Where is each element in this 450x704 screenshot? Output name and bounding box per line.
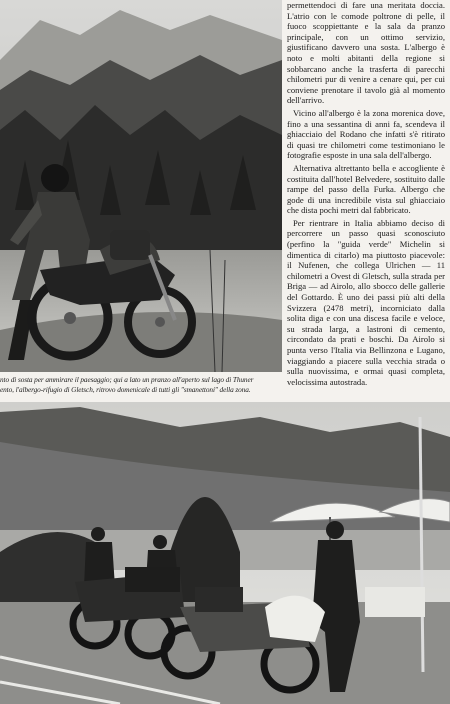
article-paragraph: Per rientrare in Italia abbiamo deciso di percorrere un passo quasi sconosciuto (perfino la "guida verde" Michelin si dimentica di citarlo) ma piuttosto piacevole: il Nufenen, che collega Ulrichen — 11 chilometri a Ovest di Gletsch, sulla strada per Briga — ad Airolo, allo sbocco delle gallerie del Gottardo. È uno dei passi più alti della Svizzera (2478 metri), incorniciato dalla solita diga e con una discesa facile e veloce, su strada larga, a lastroni di cemento, circondato da prati e boschi. Da Airolo si punta verso l'Italia via Bellinzona e Lugano, viaggiando a piacere sulla vecchia strada o sulla nuovissima, e ormai quasi completa, velocissima autostrada. xyxy=(287,217,445,387)
caption-line: ento, l'albergo-rifugio di Gletsch, ritrovo domenicale di tutti gli "smanettoni" della zona. xyxy=(0,384,251,394)
article-column xyxy=(287,0,445,389)
photo-motorcyclist-graphic xyxy=(0,0,282,372)
article-paragraph: Vicino all'albergo è la zona morenica dove, fino a una sessantina di anni fa, scendeva il ghiacciaio del Rodano che infatti s'è ritirato di quasi tre chilometri come testimoniano le fotografie esposte in una sala dell'albergo. xyxy=(287,107,445,161)
article-paragraph: permettendoci di fare una meritata doccia. L'atrio con le comode poltrone di pelle, il fuoco scoppiettante e la sala da pranzo principale, con un ottimo servizio, giustificano davvero una sosta. L'albergo è noto e molti abitanti della regione si sobbarcano anche la trasferta di parecchi chilometri pur di venire a cenare qui, per cui conviene prenotare il tavolo già al momento dell'arrivo. xyxy=(287,0,445,106)
article-paragraph: Alternativa altrettanto bella e accogliente è costituita dall'hotel Belvedere, sostituito dalle rampe del passo della Furka. Albergo che gode di una incredibile vista sul ghiacciaio che dista pochi metri dal fabbricato. xyxy=(287,162,445,216)
photo-caption xyxy=(0,375,282,394)
photo-lakeside-motorcycles xyxy=(0,402,450,704)
photo-lakeside-graphic xyxy=(0,402,450,704)
photo-motorcyclist-alpine xyxy=(0,0,282,372)
caption-line: nto di sosta per ammirare il paesaggio; qui a lato un pranzo all'aperto sul lago di Thuner xyxy=(0,375,254,384)
